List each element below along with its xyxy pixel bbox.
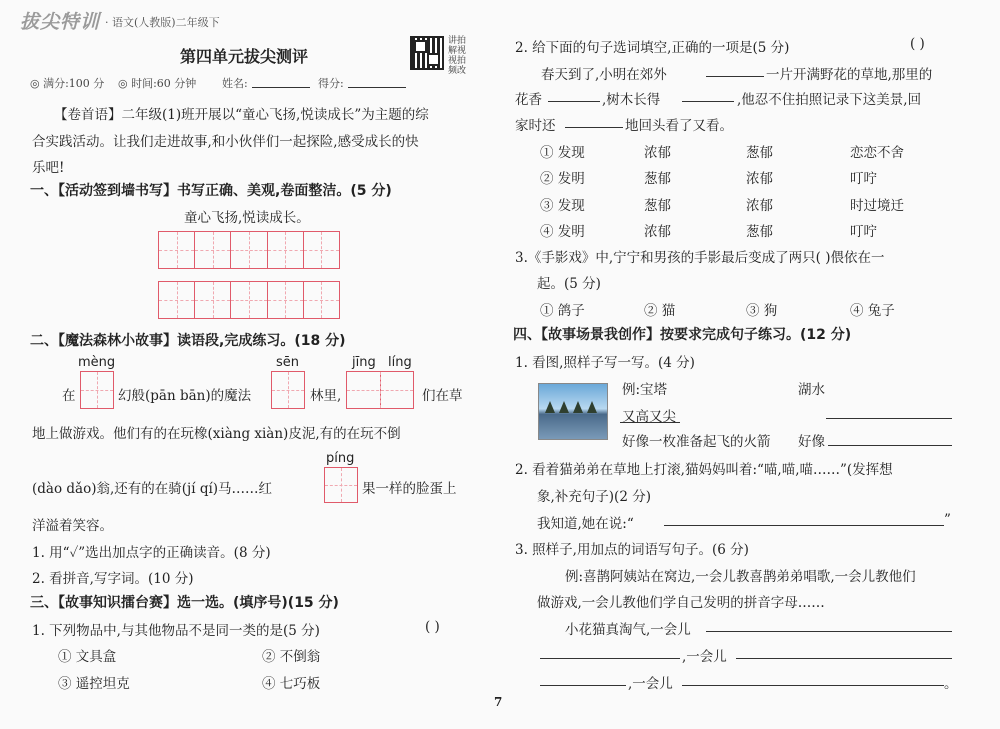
- question: 1. 用“✓”选出加点字的正确读音。(8 分): [32, 545, 271, 561]
- table-cell: ② 发明: [540, 171, 585, 187]
- pinyin: sēn: [276, 355, 300, 370]
- passage-text: (dào dǎo)翁,还有的在骑(jí qí)马……红: [32, 481, 273, 497]
- intro-line: 合实践活动。让我们走进故事,和小伙伴们一起探险,感受成长的快: [32, 134, 419, 150]
- table-cell: 葱郁: [644, 171, 671, 187]
- pinyin: mèng: [78, 355, 116, 370]
- option: ③ 遥控坦克: [58, 676, 130, 692]
- table-cell: 叮咛: [850, 224, 877, 240]
- qr-caption: 讲拍 解视 视拍 频改: [448, 36, 467, 76]
- passage-text: 在: [62, 388, 76, 404]
- option: ④ 兔子: [850, 303, 895, 319]
- passage-text: 果一样的脸蛋上: [362, 481, 457, 497]
- answer-box[interactable]: [271, 371, 305, 409]
- fill-blank[interactable]: [828, 445, 952, 446]
- question: 起。(5 分): [537, 276, 601, 292]
- section-4-heading: 四、【故事场景我创作】按要求完成句子练习。(12 分): [513, 327, 852, 343]
- passage-text: 小花猫真淘气,一会儿: [565, 622, 691, 638]
- fill-blank[interactable]: [682, 101, 734, 102]
- passage-text: ,树木长得: [602, 92, 661, 108]
- option: ① 鸽子: [540, 303, 585, 319]
- brand-logo: 拔尖特训: [20, 11, 101, 33]
- passage-text: ”: [944, 512, 951, 528]
- answer-box[interactable]: [80, 371, 114, 409]
- passage-text: 林里,: [310, 388, 342, 404]
- answer-box[interactable]: [324, 467, 358, 503]
- option: ① 文具盒: [58, 649, 117, 665]
- table-cell: ④ 发明: [540, 224, 585, 240]
- table-cell: 浓郁: [746, 171, 773, 187]
- passage-text: 春天到了,小明在郊外: [541, 67, 667, 83]
- option: ② 不倒翁: [262, 649, 321, 665]
- passage-text: 家时还: [515, 118, 556, 134]
- table-cell: 恋恋不舍: [850, 145, 904, 161]
- answer-paren[interactable]: ( ): [425, 619, 440, 635]
- name-field[interactable]: [252, 87, 310, 88]
- example-label: 例:宝塔: [622, 382, 668, 398]
- question: 2. 看着猫弟弟在草地上打滚,猫妈妈叫着:“喵,喵,喵……”(发挥想: [515, 462, 893, 478]
- passage-text: 们在草: [422, 388, 463, 404]
- table-cell: ③ 发现: [540, 198, 585, 214]
- table-cell: 时过境迁: [850, 198, 904, 214]
- passage-text: ,他忍不住拍照记录下这美景,回: [737, 92, 922, 108]
- passage-text: 地回头看了又看。: [625, 118, 733, 134]
- subject-label: · 语文(人教版)二年级下: [105, 16, 220, 29]
- fill-blank[interactable]: [565, 127, 623, 128]
- intro-line: 【卷首语】二年级(1)班开展以“童心飞扬,悦读成长”为主题的综: [54, 107, 429, 123]
- section-2-heading: 二、【魔法森林小故事】读语段,完成练习。(18 分): [30, 333, 346, 349]
- fill-blank[interactable]: [736, 658, 952, 659]
- example-underline: [620, 422, 680, 423]
- writing-grid[interactable]: [158, 231, 340, 269]
- passage-text: 洋溢着笑容。: [32, 518, 113, 534]
- passage-text: ,一会儿: [628, 676, 673, 692]
- qr-code-icon[interactable]: [410, 36, 444, 70]
- answer-paren[interactable]: ( ): [910, 36, 925, 52]
- section-3-heading: 三、【故事知识擂台赛】选一选。(填序号)(15 分): [30, 595, 339, 611]
- table-cell: 葱郁: [644, 198, 671, 214]
- question: 1. 看图,照样子写一写。(4 分): [515, 355, 695, 371]
- table-cell: 浓郁: [644, 145, 671, 161]
- table-cell: 浓郁: [746, 198, 773, 214]
- example-sentence: 例:喜鹊阿姨站在窝边,一会儿教喜鹊弟弟唱歌,一会儿教他们: [565, 569, 916, 585]
- option: ④ 七巧板: [262, 676, 321, 692]
- answer-box[interactable]: [346, 371, 414, 409]
- table-cell: 浓郁: [644, 224, 671, 240]
- fill-blank[interactable]: [682, 685, 944, 686]
- table-cell: 葱郁: [746, 224, 773, 240]
- passage-text: 一片开满野花的草地,那里的: [766, 67, 933, 83]
- passage-text: 我知道,她在说:“: [537, 516, 634, 532]
- fill-blank[interactable]: [706, 76, 764, 77]
- table-cell: 葱郁: [746, 145, 773, 161]
- passage-text: 。: [944, 676, 958, 692]
- passage-text: 花香: [515, 92, 542, 108]
- question: 3. 照样子,用加点的词语写句子。(6 分): [515, 542, 749, 558]
- writing-grid[interactable]: [158, 281, 340, 319]
- example-word: 好像: [798, 434, 825, 450]
- question: 象,补充句子)(2 分): [537, 489, 651, 505]
- passage-text: 地上做游戏。他们有的在玩橡(xiàng xiàn)皮泥,有的在玩不倒: [32, 426, 401, 442]
- time-limit: ◎ 时间:60 分钟: [118, 77, 197, 90]
- copy-sample: 童心飞扬,悦读成长。: [184, 210, 310, 226]
- example-word: 湖水: [798, 382, 825, 398]
- score-label: 得分:: [318, 77, 344, 90]
- page-title: 第四单元拔尖测评: [180, 47, 309, 66]
- section-1-heading: 一、【活动签到墙书写】书写正确、美观,卷面整洁。(5 分): [30, 183, 392, 199]
- full-score: ◎ 满分:100 分: [30, 77, 105, 90]
- example-word: 又高又尖: [622, 409, 676, 425]
- lake-picture-icon: [538, 383, 608, 440]
- fill-blank[interactable]: [540, 685, 626, 686]
- question: 3.《手影戏》中,宁宁和男孩的手影最后变成了两只( )偎依在一: [515, 250, 885, 266]
- example-sentence: 做游戏,一会儿教他们学自己发明的拼音字母……: [537, 595, 825, 611]
- passage-text: 幻般(pān bān)的魔法: [118, 388, 252, 404]
- score-field[interactable]: [348, 87, 406, 88]
- option: ③ 狗: [746, 303, 778, 319]
- fill-blank[interactable]: [540, 658, 680, 659]
- fill-blank[interactable]: [548, 101, 600, 102]
- fill-blank[interactable]: [664, 525, 944, 526]
- example-word: 好像一枚准备起飞的火箭: [622, 434, 771, 450]
- pinyin: píng: [326, 451, 355, 466]
- table-cell: 叮咛: [850, 171, 877, 187]
- question: 2. 给下面的句子选词填空,正确的一项是(5 分): [515, 40, 790, 56]
- pinyin: jīng: [352, 355, 376, 370]
- intro-line: 乐吧!: [32, 160, 65, 176]
- passage-text: ,一会儿: [682, 649, 727, 665]
- question: 2. 看拼音,写字词。(10 分): [32, 571, 194, 587]
- question: 1. 下列物品中,与其他物品不是同一类的是(5 分): [32, 623, 320, 639]
- table-cell: ① 发现: [540, 145, 585, 161]
- page-number: 7: [494, 695, 503, 709]
- pinyin: líng: [388, 355, 412, 370]
- option: ② 猫: [644, 303, 676, 319]
- name-label: 姓名:: [222, 77, 248, 90]
- fill-blank[interactable]: [706, 631, 952, 632]
- fill-blank[interactable]: [826, 418, 952, 419]
